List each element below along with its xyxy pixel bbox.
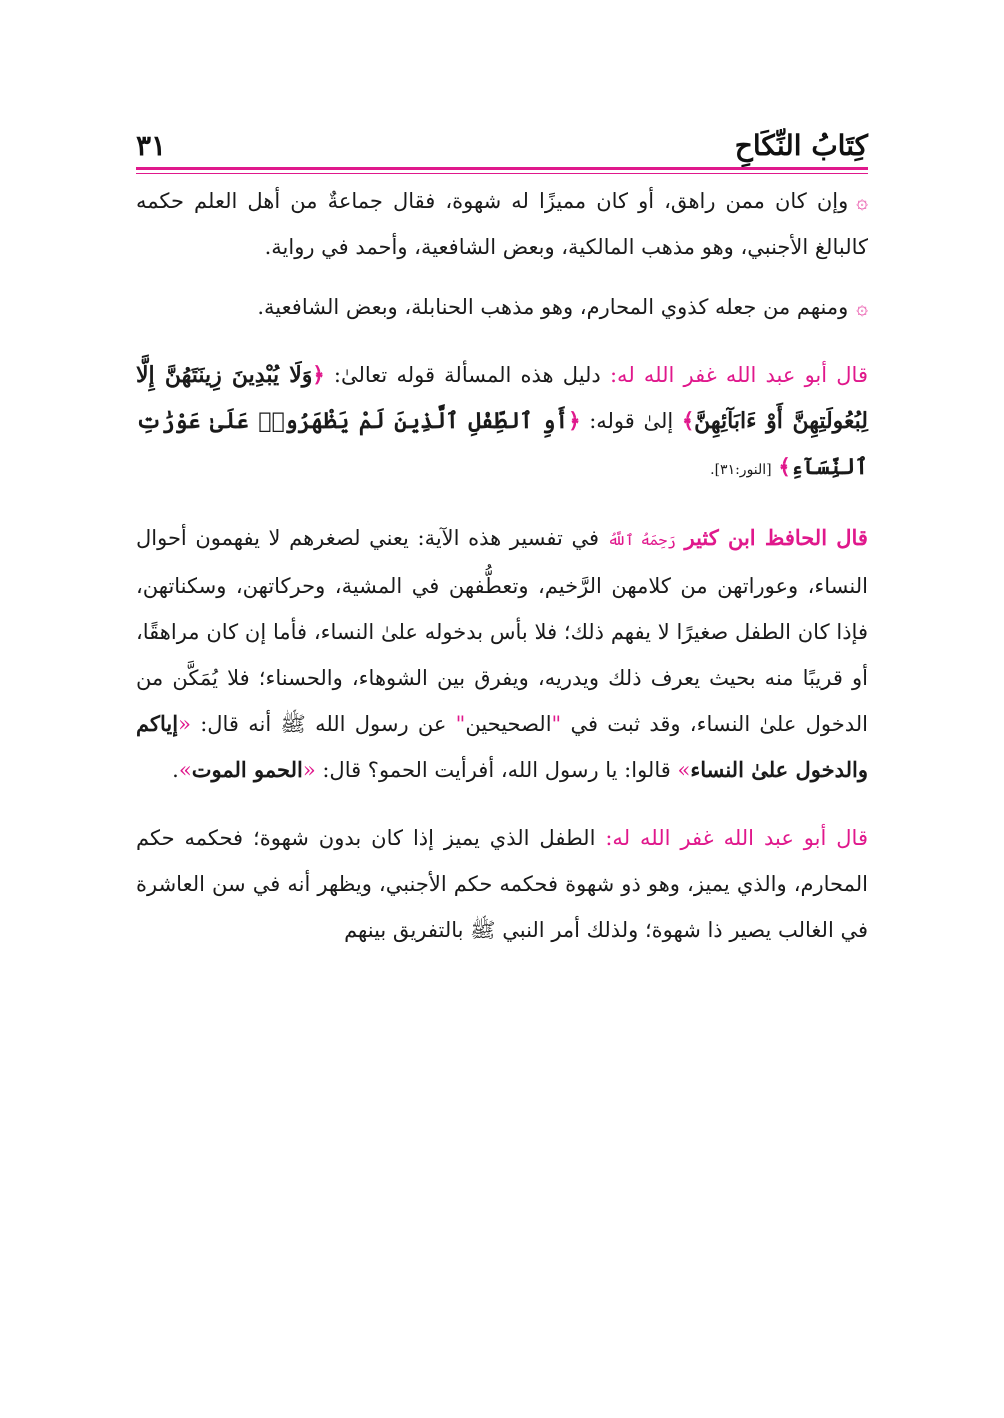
salutation-icon: ﷺ — [470, 918, 496, 942]
quran-verse-1: وَلَا يُبْدِينَ زِينَتَهُنَّ إِلَّا لِبُعُولَتِهِنَّ أَوْ ءَابَآئِهِنَّ — [136, 362, 868, 434]
quran-bracket-open: ﴿ — [568, 408, 581, 433]
hadith-text-2: الحمو الموت — [191, 757, 303, 782]
paragraph-5 — [136, 815, 868, 953]
hadith-quote-close: » — [677, 758, 691, 782]
paragraph-4 — [136, 515, 868, 793]
flower-ornament-icon: ۞ — [856, 295, 868, 319]
hadith-quote-close: » — [178, 758, 192, 782]
quote-close: " — [455, 712, 466, 736]
hadith-quote-open: « — [302, 758, 316, 782]
quran-bracket-close: ﴾ — [681, 408, 695, 433]
paragraph-3 — [136, 352, 868, 493]
source-name: الصحيحين — [465, 712, 552, 736]
scholar-name: قال الحافظ ابن كثير — [684, 525, 868, 550]
header-rule-thin — [136, 173, 868, 174]
paragraph-2 — [136, 284, 868, 330]
paragraph-4-end: . — [172, 758, 179, 782]
paragraph-5-text-1: الطفل الذي يميز إذا كان بدون شهوة؛ فحكمه حكم المحارم، والذي يميز، وهو ذو شهوة فحكمه حكم الأجنبي، ويظهر أنه في سن العاشرة في الغالب يصير ذا شهوة؛ ولذلك أمر النبي — [136, 826, 868, 942]
paragraph-4-text-3: أنه قال: — [200, 712, 272, 736]
salutation-icon: ﷺ — [280, 712, 306, 736]
author-attribution: قال أبو عبد الله غفر الله له: — [605, 826, 868, 850]
page-body — [136, 178, 868, 953]
paragraph-2-text: ومنهم من جعله كذوي المحارم، وهو مذهب الحنابلة، وبعض الشافعية. — [257, 295, 849, 319]
quote-open: " — [551, 712, 562, 736]
paragraph-4-text-4: قالوا: يا رسول الله، أفرأيت الحمو؟ قال: — [322, 758, 671, 782]
honorific-icon: رَحِمَهُ ٱللَّهُ — [607, 531, 676, 549]
hadith-text-1: إياكم والدخول علىٰ النساء — [136, 711, 868, 782]
page-number: ٣١ — [136, 129, 167, 162]
paragraph-4-text-2: عن رسول الله — [315, 712, 447, 736]
paragraph-1 — [136, 178, 868, 270]
paragraph-4-text-1: في تفسير هذه الآية: يعني لصغرهم لا يفهمون أحوال النساء، وعوراتهن من كلامهن الرَّخيم، وتعطُّفهن في المشية، وحركاتهن، وسكناتهن، فإذا كان الطفل صغيرًا لا يفهم ذلك؛ فلا بأس بدخوله علىٰ النساء، فأما إن كان مراهقًا، أو قريبًا منه بحيث يعرف ذلك ويدريه، ويفرق بين الشوهاء، والحسناء؛ فلا يُمَكَّن من الدخول علىٰ النساء، وقد ثبت في — [136, 526, 869, 736]
quran-bracket-close: ﴾ — [778, 454, 791, 479]
paragraph-1-text: وإن كان ممن راهق، أو كان مميزًا له شهوة، فقال جماعةٌ من أهل العلم حكمه كالبالغ الأجنبي، وهو مذهب المالكية، وبعض الشافعية، وأحمد في رواية. — [136, 189, 868, 259]
paragraph-5-text-2: بالتفريق بينهم — [344, 918, 464, 942]
flower-ornament-icon: ۞ — [856, 189, 868, 213]
verse-citation: [النور:٣١]. — [710, 462, 772, 478]
quran-bracket-open: ﴿ — [312, 362, 325, 387]
paragraph-3-intro: دليل هذه المسألة قوله تعالىٰ: — [333, 363, 601, 387]
quran-verse-2: أَوِ ٱلطِّفْلِ ٱلَّذِينَ لَمْ يَظْهَرُوا۟ عَلَىٰ عَوْرَٰتِ ٱلنِّسَآءِ — [136, 408, 868, 480]
header-rule-thick — [136, 167, 868, 170]
hadith-quote-open: « — [178, 712, 191, 736]
page-header — [136, 120, 868, 162]
paragraph-3-mid: إلىٰ قوله: — [589, 409, 674, 433]
book-title: كِتَابُ النِّكَاحِ — [734, 129, 868, 162]
author-attribution: قال أبو عبد الله غفر الله له: — [609, 363, 868, 387]
